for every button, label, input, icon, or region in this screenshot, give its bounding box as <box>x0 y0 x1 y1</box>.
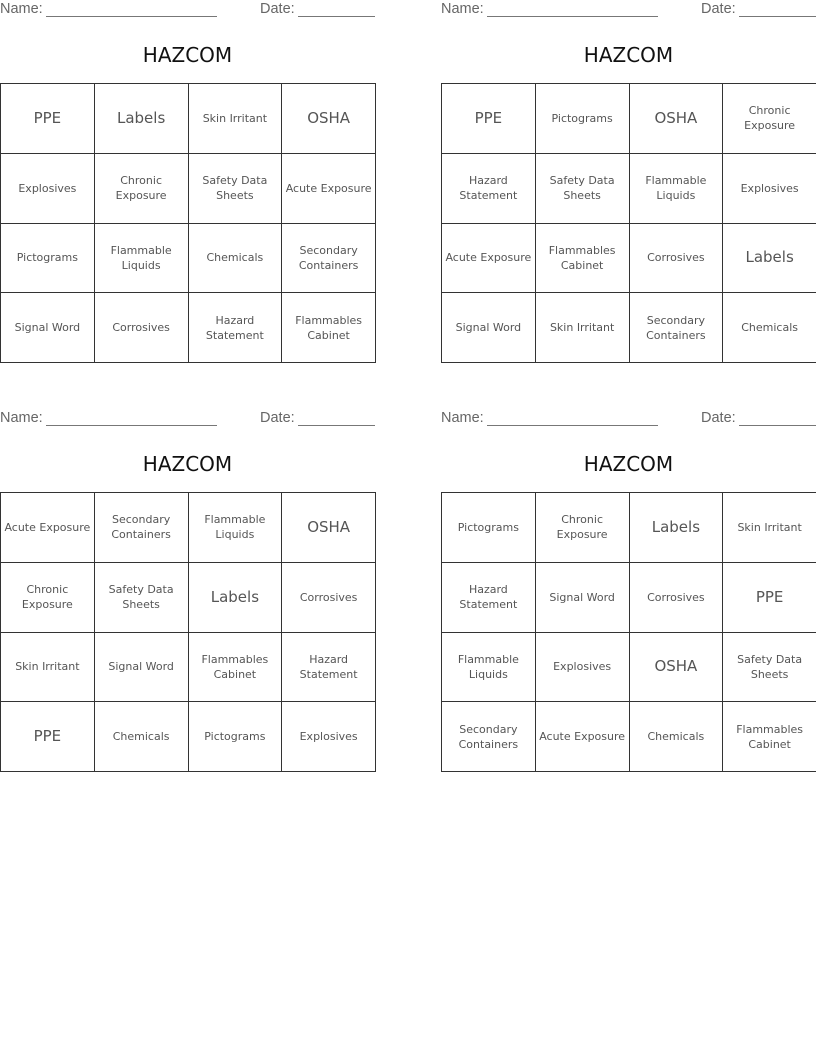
bingo-cell: Pictograms <box>188 702 282 772</box>
bingo-cell: OSHA <box>629 632 723 702</box>
name-label: Name: <box>441 410 484 426</box>
bingo-card-1 <box>0 0 375 342</box>
card-title: HAZCOM <box>583 43 674 67</box>
bingo-grid <box>0 492 376 772</box>
bingo-cell: Chemicals <box>723 293 816 363</box>
bingo-cell: Hazard Statement <box>282 632 376 702</box>
bingo-cell: Chemicals <box>629 702 723 772</box>
date-label: Date: <box>701 1 736 17</box>
bingo-cell: Flammable Liquids <box>188 493 282 563</box>
bingo-cell: PPE <box>723 562 816 632</box>
name-label: Name: <box>0 410 43 426</box>
bingo-cell: Corrosives <box>94 293 188 363</box>
bingo-cell: Corrosives <box>629 562 723 632</box>
bingo-cell: Signal Word <box>1 293 95 363</box>
bingo-cell: Flammable Liquids <box>629 153 723 223</box>
bingo-cell: Labels <box>188 562 282 632</box>
bingo-cell: Secondary Containers <box>282 223 376 293</box>
date-blank-line <box>739 425 816 426</box>
grid-row <box>442 702 816 772</box>
grid-row <box>442 84 816 154</box>
bingo-cell: Flammables Cabinet <box>282 293 376 363</box>
bingo-cell: Chronic Exposure <box>723 84 816 154</box>
bingo-cell: Hazard Statement <box>442 562 536 632</box>
card-header <box>441 1 816 21</box>
bingo-card-4 <box>441 409 816 751</box>
bingo-cell: Explosives <box>723 153 816 223</box>
bingo-cell: Explosives <box>282 702 376 772</box>
bingo-cell: Chronic Exposure <box>1 562 95 632</box>
bingo-cell: Safety Data Sheets <box>94 562 188 632</box>
grid-row <box>442 632 816 702</box>
bingo-cell: Chemicals <box>94 702 188 772</box>
grid-row <box>1 223 376 293</box>
grid-row <box>1 153 376 223</box>
bingo-cell: Pictograms <box>442 493 536 563</box>
bingo-cell: Skin Irritant <box>188 84 282 154</box>
bingo-card-2 <box>441 0 816 342</box>
grid-row <box>1 632 376 702</box>
bingo-cell: Explosives <box>1 153 95 223</box>
bingo-cell: OSHA <box>629 84 723 154</box>
card-title: HAZCOM <box>142 43 233 67</box>
bingo-cell: Chemicals <box>188 223 282 293</box>
bingo-cell: Safety Data Sheets <box>535 153 629 223</box>
name-label: Name: <box>0 1 43 17</box>
name-blank-line <box>46 425 217 426</box>
bingo-cell: Pictograms <box>1 223 95 293</box>
date-label: Date: <box>260 410 295 426</box>
grid-row <box>1 702 376 772</box>
bingo-cell: Corrosives <box>282 562 376 632</box>
bingo-grid <box>441 492 816 772</box>
date-blank-line <box>739 16 816 17</box>
bingo-grid <box>0 83 376 363</box>
bingo-cell: OSHA <box>282 493 376 563</box>
bingo-cell: Secondary Containers <box>442 702 536 772</box>
bingo-cell: PPE <box>442 84 536 154</box>
bingo-cell: Chronic Exposure <box>94 153 188 223</box>
bingo-cell: Flammable Liquids <box>442 632 536 702</box>
grid-row <box>442 153 816 223</box>
bingo-cell: Acute Exposure <box>282 153 376 223</box>
card-header <box>0 410 375 430</box>
date-label: Date: <box>701 410 736 426</box>
grid-row <box>1 84 376 154</box>
date-label: Date: <box>260 1 295 17</box>
bingo-cell: Chronic Exposure <box>535 493 629 563</box>
card-title: HAZCOM <box>583 452 674 476</box>
bingo-cell: OSHA <box>282 84 376 154</box>
bingo-cell: Flammables Cabinet <box>535 223 629 293</box>
name-label: Name: <box>441 1 484 17</box>
grid-row <box>442 293 816 363</box>
bingo-cell: Flammables Cabinet <box>723 702 816 772</box>
bingo-cell: PPE <box>1 84 95 154</box>
bingo-cell: Flammables Cabinet <box>188 632 282 702</box>
bingo-cell: Labels <box>723 223 816 293</box>
bingo-cell: Secondary Containers <box>629 293 723 363</box>
bingo-cell: Labels <box>94 84 188 154</box>
name-blank-line <box>487 16 658 17</box>
bingo-cell: Flammable Liquids <box>94 223 188 293</box>
grid-row <box>1 562 376 632</box>
bingo-cell: Skin Irritant <box>723 493 816 563</box>
bingo-cell: Skin Irritant <box>535 293 629 363</box>
bingo-card-3 <box>0 409 375 746</box>
bingo-cell: Signal Word <box>535 562 629 632</box>
grid-row <box>442 223 816 293</box>
bingo-cell: Secondary Containers <box>94 493 188 563</box>
card-title: HAZCOM <box>142 452 233 476</box>
bingo-cell: Signal Word <box>94 632 188 702</box>
bingo-cell: Acute Exposure <box>442 223 536 293</box>
bingo-cell: Safety Data Sheets <box>723 632 816 702</box>
grid-row <box>1 493 376 563</box>
name-blank-line <box>46 16 217 17</box>
grid-row <box>442 493 816 563</box>
card-header <box>0 1 375 21</box>
card-header <box>441 410 816 430</box>
date-blank-line <box>298 16 375 17</box>
bingo-cell: Labels <box>629 493 723 563</box>
date-blank-line <box>298 425 375 426</box>
bingo-cell: Acute Exposure <box>1 493 95 563</box>
bingo-cell: Skin Irritant <box>1 632 95 702</box>
bingo-cell: Hazard Statement <box>442 153 536 223</box>
bingo-grid <box>441 83 816 363</box>
grid-row <box>442 562 816 632</box>
bingo-cell: Pictograms <box>535 84 629 154</box>
bingo-cell: Safety Data Sheets <box>188 153 282 223</box>
name-blank-line <box>487 425 658 426</box>
bingo-cell: Acute Exposure <box>535 702 629 772</box>
bingo-cell: PPE <box>1 702 95 772</box>
bingo-cell: Signal Word <box>442 293 536 363</box>
grid-row <box>1 293 376 363</box>
bingo-cell: Hazard Statement <box>188 293 282 363</box>
bingo-cell: Explosives <box>535 632 629 702</box>
bingo-cell: Corrosives <box>629 223 723 293</box>
